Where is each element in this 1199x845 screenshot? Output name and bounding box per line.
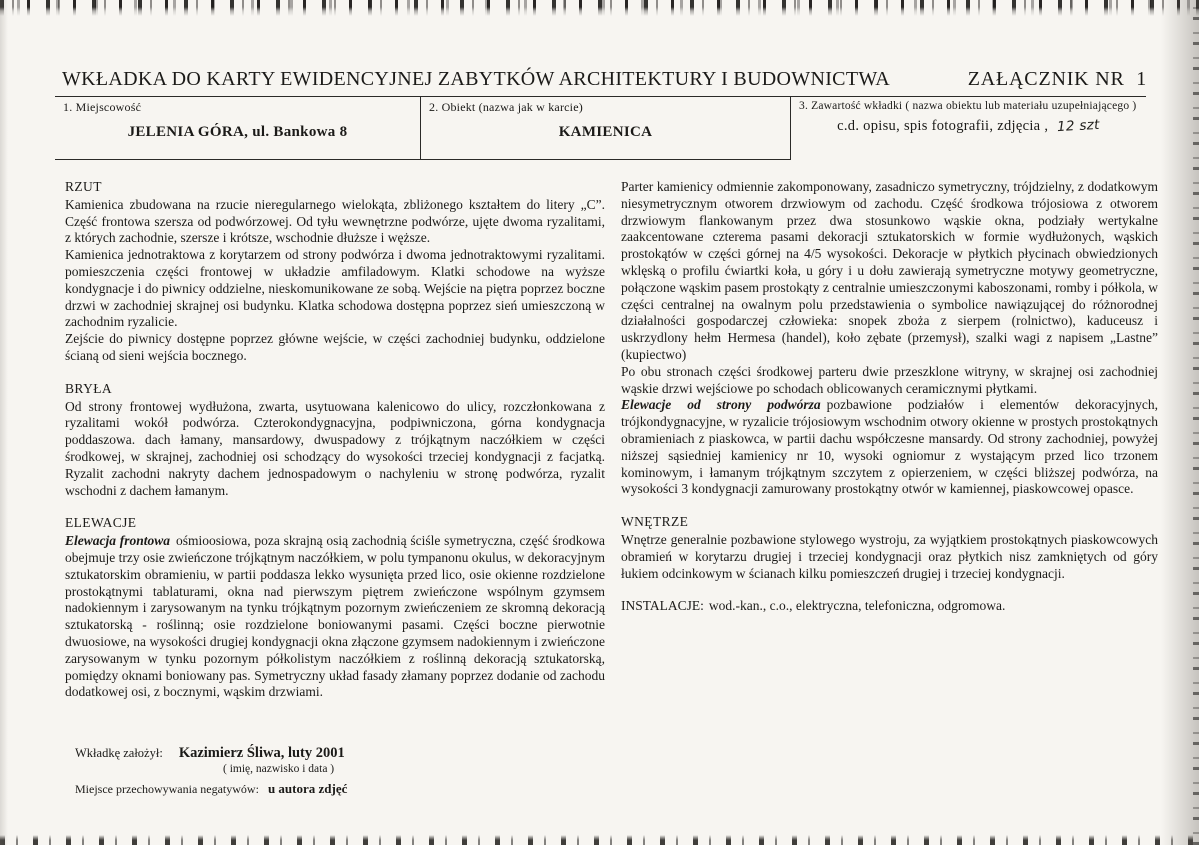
footer-negatives-value: u autora zdjęć xyxy=(267,781,348,796)
section-instalacje xyxy=(621,598,1158,615)
annex-number: ZAŁĄCZNIK NR 1 xyxy=(967,68,1147,90)
field-zawartosc-label: 3. Zawartość wkładki ( nazwa obiektu lub materiału uzupełniającego ) xyxy=(799,100,1137,112)
section-bryla-heading: BRYŁA xyxy=(65,380,113,396)
paragraph-parter-2: Po obu stronach części środkowej parteru dwie przeszklone witryny, w skrajnej osi zachodniej wąskie drzwi wejściowe po schodach oblicowanych ceramicznymi płytkami. xyxy=(621,363,1158,396)
left-column xyxy=(65,179,605,717)
document-title: WKŁADKA DO KARTY EWIDENCYJNEJ ZABYTKÓW ARCHITEKTURY I BUDOWNICTWA xyxy=(62,68,891,90)
footer xyxy=(75,744,347,797)
paragraph-rzut-3: Zejście do piwnicy dostępne poprzez główne wejście, w części zachodniej budynku, oddzielone ścianą od sieni wejścia bocznego. xyxy=(65,331,605,363)
footer-author-name: Kazimierz Śliwa, luty 2001 xyxy=(178,745,345,761)
footer-negatives-row xyxy=(75,781,347,797)
footer-author-hint: ( imię, nazwisko i data ) xyxy=(223,763,335,775)
paragraph-rzut-1: Kamienica zbudowana na rzucie nieregularnego wielokąta, zbliżonego kształtem do litery „C”. Część frontowa szersza od podwórzowej. Od tyłu wewnętrzne podwórze, ujęte dwoma ryzalitami, z których zachodnie, szersze i krótsze, wschodnie dłuższe i węższe. xyxy=(65,196,605,246)
footer-author-row xyxy=(75,744,347,762)
section-elewacje xyxy=(65,515,605,701)
field-zawartosc xyxy=(790,97,1146,160)
field-obiekt-label: 2. Obiekt (nazwa jak w karcie) xyxy=(429,100,583,114)
paragraph-elewacje-1-text: ośmioosiowa, poza skrajną osią zachodnią ściśle symetryczna, część środkowa obejmuje trzy osie zwieńczone trójkątnym naczółkiem, w polu tympanonu okulus, w dekoracyjnym sztukatorskim obramieniu, w partii poddasza lekko wysunięta przed lico, osie okienne rozdzielone prostokątnymi tablaturami, okna nad pierwszym piętrem zwieńczone wspólnym gzymsem nadokiennym i zarysowanym na tynku trójkątnym pozornym zwieńczeniem ze skromną dekoracją sztukatorską - roślinną; osie rozdzielone boniowanymi pasami. Części boczne pierwotnie dwuosiowe, na wysokości drugiej kondygnacji okna złączone gzymsem nadokiennym i zwieńczone zarysowanym w tynku pozornym półkolistym naczółkiem z roślinną dekoracją sztukatorską, pomiędzy oknami boniowany pas. Symetryczny układ fasady złamany poprzez dodanie od zachodu dodatkowej osi, z bocznymi, wąskim drzwiami. xyxy=(65,533,605,700)
right-column xyxy=(621,179,1158,631)
paragraph-wnetrze-1: Wnętrze generalnie pozbawione stylowego wystroju, za wyjątkiem prostokątnych piaskowcowych obramień w korytarzu drugiej i trzeciej kondygnacji oraz płytkich nisz zamkniętych od góry łukiem odcinkowym w ścianach kilku pomieszczeń drugiej i trzeciej kondygnacji. xyxy=(621,531,1158,581)
paragraph-bryla-1: Od strony frontowej wydłużona, zwarta, usytuowana kalenicowo do ulicy, rozczłonkowana z ryzalitami wokół podwórza. Czterokondygnacyjna, podpiwniczona, górna kondygnacja poddaszowa. dach łamany, mansardowy, dwuspadowy z trójkątnym naczółkiem w części środkowej, w skrajnej, zachodniej osi schodzący do wysokości trzeciej kondygnacji z facjatką. Ryzalit zachodni nakryty dachem jednospadowym o nachyleniu w stronę podwórza, ryzalit wschodni z dachem łamanym. xyxy=(65,398,605,498)
paragraph-elewacje-podworza-text: pozbawione podziałów i elementów dekoracyjnych, trójkondygnacyjne, w ryzalicie trójosiowym wschodnim otwory okienne w prostych prostokątnych obramieniach z piaskowca, w partii dachu współczesne mansardy. Od strony zachodniej, powyżej niższej sąsiedniej kamienicy nr 10, wysoki ogniomur z wystającym przed lico trzonem kominowym, i łamanym trójkątnym szczytem z opierzeniem, w części bliższej podwórza, na wysokości 3 kondygnacji zamurowany prostokątny otwór w kamiennej, piaskowcowej opasce. xyxy=(621,397,1158,497)
scan-edge-left xyxy=(0,0,8,845)
field-zawartosc-value xyxy=(799,118,1138,135)
section-bryla xyxy=(65,381,605,500)
field-obiekt xyxy=(420,97,790,160)
handwritten-note: 12 szt xyxy=(1056,116,1101,136)
field-zawartosc-typed: c.d. opisu, spis fotografii, zdjęcia , xyxy=(837,118,1049,134)
paragraph-instalacje xyxy=(621,598,1158,615)
scan-speckle-right xyxy=(1193,0,1199,845)
header-table xyxy=(55,96,1146,160)
elewacja-frontowa-lead: Elewacja frontowa xyxy=(65,533,171,549)
elewacje-podworza-lead: Elewacje od strony podwórza xyxy=(621,397,821,413)
instalacje-text: wod.-kan., c.o., elektryczna, telefoniczna, odgromowa. xyxy=(708,598,1006,614)
footer-author-label: Wkładkę założył: xyxy=(75,746,163,760)
scan-noise-top xyxy=(0,0,1199,16)
section-wnetrze-heading: WNĘTRZE xyxy=(621,514,689,530)
section-rzut-heading: RZUT xyxy=(65,179,102,194)
section-elewacje-heading: ELEWACJE xyxy=(65,515,137,531)
field-miejscowosc xyxy=(55,97,420,160)
instalacje-label: INSTALACJE: xyxy=(621,598,704,614)
paragraph-rzut-2: Kamienica jednotraktowa z korytarzem od strony podwórza i dwoma jednotraktowymi ryzalitami. pomieszczenia części frontowej w układzie amfiladowym. Klatki schodowe na wyższe kondygnacje i do piwnicy oddzielne, nieskomunikowane ze sobą. Wejście na piętra poprzez boczne drzwi w zachodniej skrajnej osi budynku. Klatka schodowa dostępna poprzez sień umieszczoną w zachodnim ryzalicie. xyxy=(65,247,605,330)
field-miejscowosc-label: 1. Miejscowość xyxy=(63,100,142,114)
field-miejscowosc-value: JELENIA GÓRA, ul. Bankowa 8 xyxy=(127,124,348,140)
section-rzut xyxy=(65,179,605,365)
footer-negatives-label: Miejsce przechowywania negatywów: xyxy=(75,782,259,796)
section-wnetrze xyxy=(621,514,1158,582)
section-parter xyxy=(621,179,1158,498)
document-header xyxy=(62,68,1147,91)
paragraph-elewacje-1 xyxy=(65,533,605,701)
field-obiekt-value: KAMIENICA xyxy=(558,124,653,140)
scan-noise-bottom xyxy=(0,835,1199,845)
scan-edge-right xyxy=(1161,0,1199,845)
paragraph-elewacje-podworza xyxy=(621,397,1158,498)
paragraph-parter-1: Parter kamienicy odmiennie zakomponowany, zasadniczo symetryczny, trójdzielny, z dodatkowym niesymetrycznym otworem drzwiowym od zachodu. Część środkowa trójosiowa z otworem drzwiowym flankowanym przez dwa stosunkowo wąskie okna, podziały wertykalne zaakcentowane czterema pasami dekoracji sztukatorskich w formie wydłużonych, wąskich prostokątów w części górnej na 4/5 wysokości. Dekoracje w płytkich płycinach obwiedzionych wklęską o profilu ćwiartki koła, u góry i u dołu zawierają symetryczne motywy geometryczne, połączone wąskim pasem prostokąty z centralnie umieszczonymi kaboszonami, romby i półkola, w części centralnej na owalnym polu przedstawienia o symbolice nawiązującej do różnorodnej działalności gospodarczej człowieka: snopek zboża z sierpem (rolnictwo), kaduceusz i uskrzydlony hełm Hermesa (handel), koło zębate (przemysł), szalki wagi z napisem „Lastne” (kupiectwo) xyxy=(621,179,1158,362)
